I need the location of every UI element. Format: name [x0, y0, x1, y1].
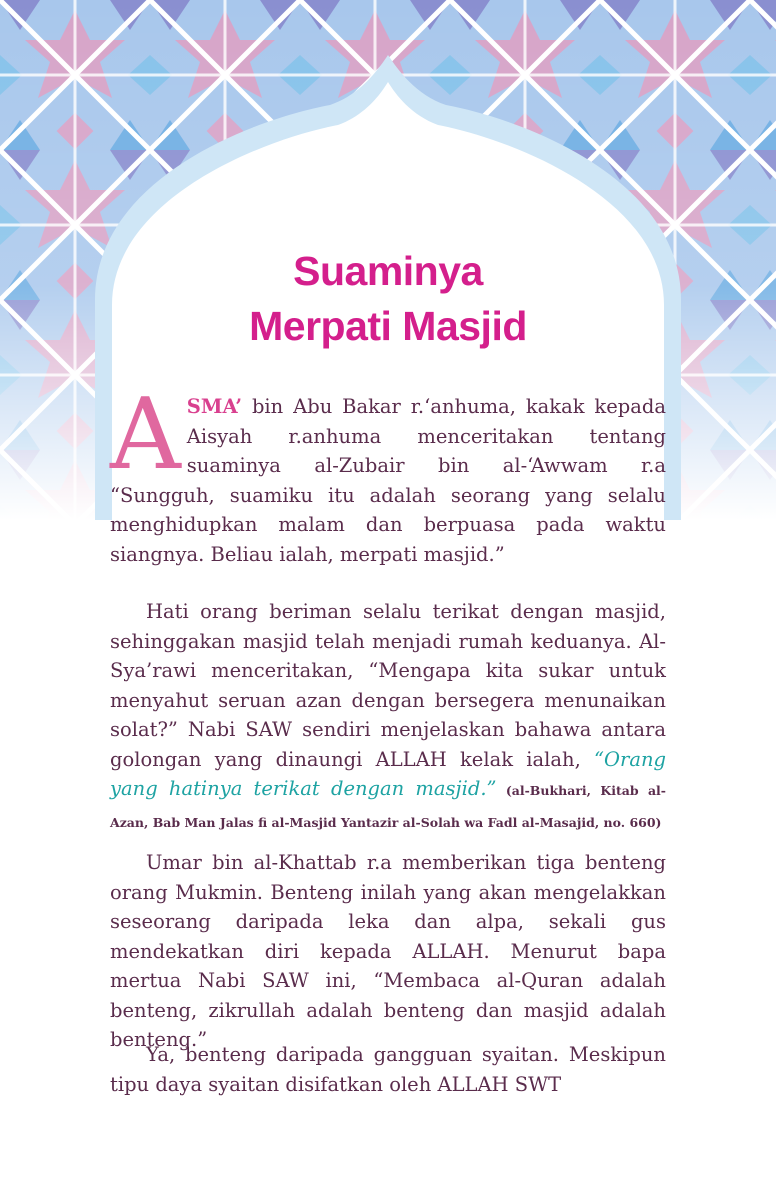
hadith-quote: “Orang yang hatinya terikat dengan masjid.”	[110, 747, 666, 800]
page-title	[110, 244, 666, 354]
drop-cap: A	[110, 378, 181, 492]
paragraph-3-text: Umar bin al-Khattab r.a memberikan tiga benteng orang Mukmin. Benteng inilah yang akan mengelakkan seseorang daripada leka dan alpa, sekali gus mendekatkan diri kepada ALLAH. Menurut bapa mertua Nabi SAW ini, “Membaca al-Quran adalah benteng, zikrullah adalah benteng dan masjid adalah benteng.”	[110, 851, 666, 1051]
paragraph-3	[110, 848, 666, 1055]
title-line-2: Merpati Masjid	[249, 303, 527, 349]
paragraph-4	[110, 1040, 666, 1099]
title-line-1: Suaminya	[293, 248, 483, 294]
paragraph-4-text: Ya, benteng daripada gangguan syaitan. Meskipun tipu daya syaitan disifatkan oleh ALLAH SWT	[110, 1043, 666, 1096]
paragraph-2-text: Hati orang beriman selalu terikat dengan masjid, sehinggakan masjid telah menjadi rumah keduanya. Al-Sya’rawi menceritakan, “Mengapa kita sukar untuk menyahut seruan azan dengan bersegera menunaikan solat?” Nabi SAW sendiri menjelaskan bahawa antara golongan yang dinaungi ALLAH kelak ialah,	[110, 600, 666, 771]
paragraph-2	[110, 597, 666, 837]
paragraph-1	[110, 378, 666, 569]
hadith-reference: (al-Bukhari, Kitab al-Azan, Bab Man Jalas fi al-Masjid Yantazir al-Solah wa Fadl al-Masajid, no. 660)	[110, 783, 666, 830]
paragraph-1-text: bin Abu Bakar r.‘anhuma, kakak kepada Aisyah r.anhuma menceritakan tentang suaminya al-Zubair bin al-‘Awwam r.a “Sungguh, suamiku itu adalah seorang yang selalu menghidupkan malam dan berpuasa pada waktu siangnya. Beliau ialah, merpati masjid.”	[110, 395, 666, 566]
lead-word: SMA’	[186, 395, 243, 418]
